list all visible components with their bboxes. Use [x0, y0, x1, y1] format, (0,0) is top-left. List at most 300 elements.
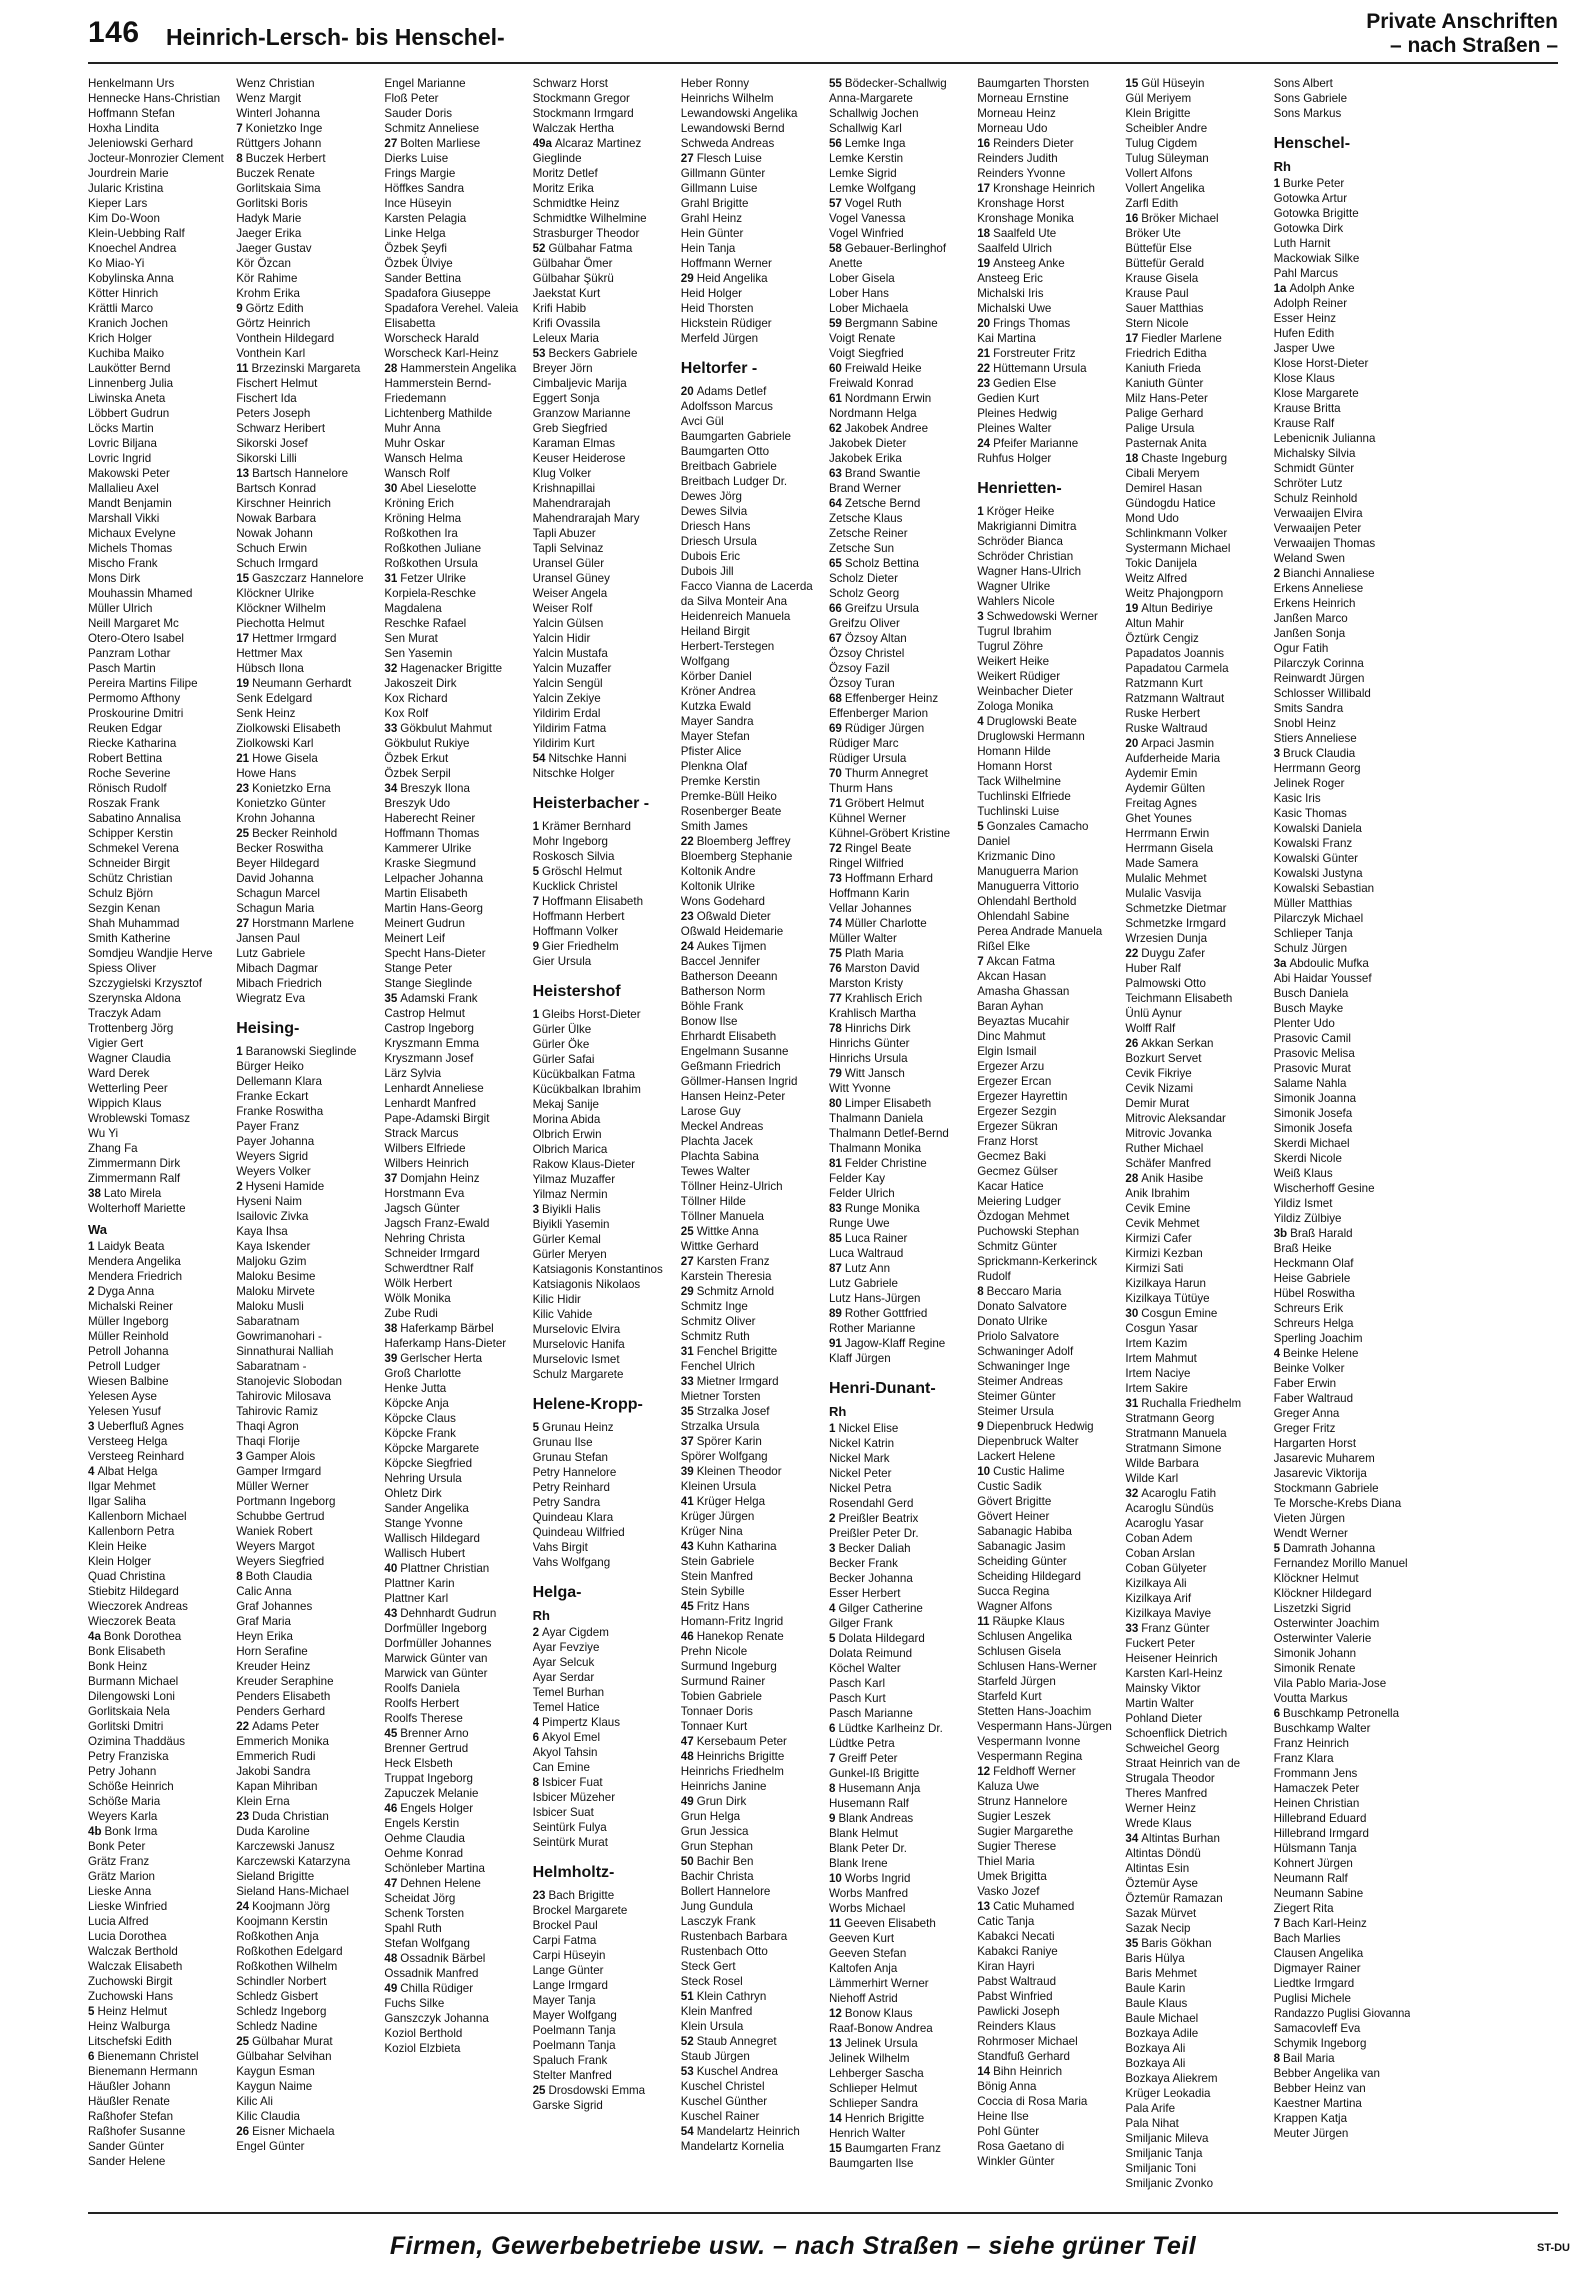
resident-name: Bonow Klaus [844, 2007, 913, 2020]
list-item [384, 226, 520, 241]
resident-name: Jakoszeit Dirk [384, 677, 457, 690]
resident-name: Gül Meriyem [1125, 92, 1192, 105]
list-item [977, 639, 1113, 654]
list-item [1274, 611, 1410, 626]
list-item [1274, 1601, 1410, 1616]
resident-name: Merfeld Jürgen [680, 332, 759, 345]
list-item [88, 886, 224, 901]
list-item [88, 2064, 224, 2079]
resident-name: Özsoy Fazil [828, 662, 890, 675]
resident-name: Wolterhoff Mariette [88, 1202, 186, 1215]
list-item [1274, 1736, 1410, 1751]
resident-name: Vila Pablo Maria-Jose [1273, 1677, 1387, 1690]
resident-name: Thurm Annegret [844, 767, 929, 780]
resident-name: Kleinen Ursula [680, 1480, 757, 1493]
list-item [681, 301, 817, 316]
resident-name: Karsten Pelagia [384, 212, 467, 225]
list-item [829, 211, 965, 226]
resident-name: Breitbach Ludger Dr. [680, 475, 788, 488]
resident-name: Temel Burhan [532, 1686, 605, 1699]
list-item [681, 789, 817, 804]
list-item [829, 1081, 965, 1096]
resident-name: Lato Mirela [103, 1187, 162, 1200]
resident-name: Kröner Andrea [680, 685, 756, 698]
house-number: 9 [977, 1420, 984, 1433]
list-item [1274, 106, 1410, 121]
list-item [681, 1884, 817, 1899]
resident-name: Gürler Öke [532, 1038, 590, 1051]
resident-name: Roßkothen Ira [384, 527, 458, 540]
resident-name: Schmitz Günter [977, 1240, 1058, 1253]
resident-name: Görtz Heinrich [236, 317, 311, 330]
house-number: 29 [680, 1285, 694, 1298]
resident-name: Heisener Heinrich [1125, 1652, 1218, 1665]
resident-name: Ziolkowski Karl [236, 737, 314, 750]
list-item [88, 196, 224, 211]
list-item [384, 751, 520, 766]
resident-name: Hufen Edith [1273, 327, 1335, 340]
resident-name: Öztemür Ramazan [1125, 1892, 1223, 1905]
resident-name: Lemke Inga [844, 137, 906, 150]
resident-name: Kilic Hidir [532, 1293, 581, 1306]
list-item [88, 796, 224, 811]
list-item [977, 1044, 1113, 1059]
house-number: 33 [1125, 1622, 1139, 1635]
resident-name: Lackert Helene [977, 1450, 1056, 1463]
resident-name: Dilengowski Loni [88, 1690, 175, 1703]
house-number: 39 [384, 1352, 398, 1365]
list-item [829, 1781, 965, 1796]
list-item [1274, 671, 1410, 686]
list-item [533, 1307, 669, 1322]
resident-name: Pawlicki Joseph [977, 2005, 1060, 2018]
resident-name: Hoxha Lindita [88, 122, 159, 135]
list-item [977, 91, 1113, 106]
resident-name: Bloemberg Stephanie [680, 850, 793, 863]
resident-name: Buschkamp Walter [1273, 1722, 1371, 1735]
resident-name: Rosendahl Gerd [828, 1497, 914, 1510]
resident-name: Elgin Ismail [977, 1045, 1037, 1058]
list-item [829, 466, 965, 481]
list-item [1274, 2066, 1410, 2081]
list-item [681, 1299, 817, 1314]
list-item [977, 1119, 1113, 1134]
resident-name: Duda Karoline [236, 1825, 310, 1838]
list-item [681, 1044, 817, 1059]
resident-name: Esser Heinz [1273, 312, 1337, 325]
resident-name: Irtem Naciye [1125, 1367, 1191, 1380]
resident-name: Jaeger Erika [236, 227, 302, 240]
list-item [533, 466, 669, 481]
list-item [1274, 356, 1410, 371]
list-item [88, 871, 224, 886]
list-item [236, 961, 372, 976]
resident-name: Kiran Hayri [977, 1960, 1035, 1973]
resident-name: Schenk Torsten [384, 1907, 465, 1920]
house-number: 3b [1273, 1227, 1288, 1240]
list-item [977, 1404, 1113, 1419]
list-item [977, 1884, 1113, 1899]
list-item [829, 631, 965, 646]
list-item [533, 2083, 669, 2098]
list-item [829, 676, 965, 691]
resident-name: Gorlitski Dmitri [88, 1720, 164, 1733]
list-item [829, 706, 965, 721]
resident-name: Geeven Stefan [828, 1947, 907, 1960]
list-item [1125, 976, 1261, 991]
list-item [533, 1948, 669, 1963]
list-item [533, 391, 669, 406]
list-item [236, 1209, 372, 1224]
list-item [977, 406, 1113, 421]
resident-name: Ince Hüseyin [384, 197, 452, 210]
list-item [681, 256, 817, 271]
resident-name: Tahirovic Milosava [236, 1390, 331, 1403]
resident-name: Domjahn Heinz [400, 1172, 480, 1185]
resident-name: Löcks Martin [88, 422, 154, 435]
house-number: 1 [532, 1008, 540, 1021]
list-item [829, 661, 965, 676]
list-item [829, 241, 965, 256]
resident-name: Feldhoff Werner [993, 1765, 1076, 1778]
resident-name: Thurm Hans [828, 782, 893, 795]
list-item [977, 1149, 1113, 1164]
resident-name: Hillebrand Irmgard [1273, 1827, 1369, 1840]
house-number: 5 [977, 820, 984, 833]
list-item [1274, 1316, 1410, 1331]
resident-name: Rohrmoser Michael [977, 2035, 1078, 2048]
list-item [829, 1156, 965, 1171]
list-item [88, 1254, 224, 1269]
resident-name: Ueberfluß Agnes [97, 1420, 184, 1433]
resident-name: Baran Ayhan [977, 1000, 1044, 1013]
list-item [829, 811, 965, 826]
resident-name: Kizilkaya Harun [1125, 1277, 1206, 1290]
resident-name: Verwaaijen Elvira [1273, 507, 1363, 520]
resident-name: Konietzko Inge [245, 122, 323, 135]
list-item [88, 676, 224, 691]
list-item [1125, 721, 1261, 736]
house-number: 46 [384, 1802, 398, 1815]
resident-name: Heck Elsbeth [384, 1757, 453, 1770]
house-number: 19 [1125, 602, 1139, 615]
house-number: 49 [680, 1795, 694, 1808]
resident-name: Hoffmann Erhard [844, 872, 933, 885]
resident-name: Beckers Gabriele [548, 347, 638, 360]
list-item [829, 271, 965, 286]
resident-name: Wenz Margit [236, 92, 302, 105]
house-number: 3 [532, 1203, 540, 1216]
resident-name: Nehring Christa [384, 1232, 465, 1245]
list-item [88, 151, 224, 166]
resident-name: Gieglinde [532, 152, 582, 165]
resident-name: Braß Harald [1290, 1227, 1353, 1240]
resident-name: Seintürk Murat [532, 1836, 608, 1849]
resident-name: Makowski Peter [88, 467, 170, 480]
resident-name: Tulug Süleyman [1125, 152, 1209, 165]
list-item [829, 691, 965, 706]
resident-name: Simonik Joanna [1273, 1092, 1357, 1105]
house-number: 2 [88, 1285, 95, 1298]
list-item [88, 1344, 224, 1359]
list-item [681, 286, 817, 301]
resident-name: Gorlitski Boris [236, 197, 308, 210]
list-item [236, 1374, 372, 1389]
resident-name: Reinwardt Jürgen [1273, 672, 1365, 685]
list-item [236, 1989, 372, 2004]
list-item [533, 1420, 669, 1435]
house-number: 5 [1273, 1542, 1281, 1555]
resident-name: Schütz Christian [88, 872, 173, 885]
resident-name: Özbek Serpil [384, 767, 451, 780]
resident-name: Hoffmann Thomas [384, 827, 480, 840]
list-item [829, 841, 965, 856]
resident-name: Forstreuter Fritz [993, 347, 1076, 360]
resident-name: Reinders Dieter [993, 137, 1074, 150]
list-item [1125, 376, 1261, 391]
list-item [236, 1659, 372, 1674]
list-item [1125, 91, 1261, 106]
list-item [533, 586, 669, 601]
resident-name: Effenberger Heinz [844, 692, 939, 705]
resident-name: Roßkothen Wilhelm [236, 1960, 338, 1973]
resident-name: Köpcke Frank [384, 1427, 456, 1440]
resident-name: Penders Gerhard [236, 1705, 326, 1718]
list-item [88, 1081, 224, 1096]
resident-name: Vahs Wolfgang [532, 1556, 611, 1569]
resident-name: Häußler Renate [88, 2095, 170, 2108]
resident-name: Yildirim Kurt [532, 737, 595, 750]
resident-name: Rönisch Rudolf [88, 782, 167, 795]
house-number: 10 [828, 1872, 842, 1885]
list-item [533, 496, 669, 511]
list-item [236, 196, 372, 211]
list-item [829, 1246, 965, 1261]
house-number: 1 [828, 1422, 836, 1435]
resident-name: Klaff Jürgen [828, 1352, 891, 1365]
resident-name: Dubois Eric [680, 550, 741, 563]
list-item [977, 1689, 1113, 1704]
resident-name: Mons Dirk [88, 572, 141, 585]
list-item [977, 1254, 1113, 1269]
list-item [88, 901, 224, 916]
resident-name: Michalski Reiner [88, 1300, 174, 1313]
resident-name: Manuguerra Marion [977, 865, 1079, 878]
list-item [977, 1029, 1113, 1044]
list-item [236, 136, 372, 151]
list-item [681, 729, 817, 744]
list-item [1274, 1001, 1410, 1016]
resident-name: Schöße Heinrich [88, 1780, 174, 1793]
resident-name: Ganszczyk Johanna [384, 2012, 489, 2025]
list-item [977, 1344, 1113, 1359]
list-item [829, 1111, 965, 1126]
list-item [88, 1006, 224, 1021]
resident-name: Werner Heinz [1125, 1802, 1197, 1815]
list-item [88, 121, 224, 136]
list-item [533, 601, 669, 616]
list-item [88, 271, 224, 286]
list-item [384, 1621, 520, 1636]
section-title-line-2: – nach Straßen – [1389, 34, 1558, 57]
list-item [88, 1449, 224, 1464]
resident-name: Kizilkaya Arif [1125, 1592, 1192, 1605]
list-item [533, 1790, 669, 1805]
list-item [1125, 781, 1261, 796]
resident-name: Kuschel Günther [680, 2095, 768, 2108]
list-item [681, 1569, 817, 1584]
resident-name: Krüger Jürgen [680, 1510, 755, 1523]
resident-name: Bienemann Hermann [88, 2065, 198, 2078]
house-number: 53 [680, 2065, 694, 2078]
resident-name: Baule Klaus [1125, 1997, 1188, 2010]
list-item [681, 759, 817, 774]
list-item [1274, 206, 1410, 221]
list-item [829, 1586, 965, 1601]
list-item [236, 1434, 372, 1449]
resident-name: Hanekop Renate [696, 1630, 784, 1643]
resident-name: Baumgarten Ilse [828, 2157, 914, 2170]
list-item [977, 1419, 1113, 1434]
resident-name: Pohland Dieter [1125, 1712, 1203, 1725]
list-item [829, 166, 965, 181]
list-item [1125, 1516, 1261, 1531]
resident-name: Bollert Hannelore [680, 1885, 771, 1898]
resident-name: Schipper Kerstin [88, 827, 174, 840]
house-number: 74 [828, 917, 842, 930]
list-item [977, 1704, 1113, 1719]
resident-name: Gonzales Camacho [986, 820, 1089, 833]
list-item [681, 121, 817, 136]
resident-name: Schwedowski Werner [986, 610, 1098, 623]
resident-name: Meiering Ludger [977, 1195, 1061, 1208]
resident-name: Bonk Heinz [88, 1660, 148, 1673]
list-item [384, 1531, 520, 1546]
resident-name: Weikert Heike [977, 655, 1050, 668]
resident-name: Litschefski Edith [88, 2035, 172, 2048]
list-item [236, 76, 372, 91]
resident-name: Scheiding Hildegard [977, 1570, 1081, 1583]
list-item [1125, 1801, 1261, 1816]
resident-name: Steck Gert [680, 1960, 736, 1973]
resident-name: Donato Ulrike [977, 1315, 1048, 1328]
list-item [1274, 236, 1410, 251]
list-item [236, 916, 372, 931]
resident-name: Walczak Elisabeth [88, 1960, 183, 1973]
resident-name: Janßen Marco [1273, 612, 1348, 625]
list-item [384, 721, 520, 736]
list-item [384, 2026, 520, 2041]
resident-name: Kammerer Ulrike [384, 842, 472, 855]
list-item [88, 1794, 224, 1809]
list-item [829, 511, 965, 526]
resident-name: Kröning Erich [384, 497, 454, 510]
list-item [1125, 76, 1261, 91]
resident-name: Bebber Heinz van [1273, 2082, 1366, 2095]
list-item [1125, 331, 1261, 346]
list-item [236, 1569, 372, 1584]
resident-name: Wilbers Heinrich [384, 1157, 469, 1170]
list-item [977, 1089, 1113, 1104]
resident-name: Wu Yi [88, 1127, 119, 1140]
house-number: 85 [828, 1232, 842, 1245]
list-item [384, 1351, 520, 1366]
list-item [88, 1749, 224, 1764]
resident-name: Jelinek Ursula [844, 2037, 918, 2050]
list-item [1125, 856, 1261, 871]
resident-name: Donato Salvatore [977, 1300, 1067, 1313]
resident-name: Köpcke Anja [384, 1397, 449, 1410]
resident-name: Weitz Alfred [1125, 572, 1188, 585]
resident-name: Yelesen Yusuf [88, 1405, 161, 1418]
list-item [1274, 686, 1410, 701]
list-item [384, 1966, 520, 1981]
list-item [1125, 2011, 1261, 2026]
list-item [384, 796, 520, 811]
resident-name: Simonik Renate [1273, 1662, 1356, 1675]
list-item [384, 901, 520, 916]
resident-name: Wons Godehard [680, 895, 766, 908]
resident-name: Nordmann Helga [828, 407, 917, 420]
list-item [829, 1841, 965, 1856]
resident-name: Fuckert Peter [1125, 1637, 1195, 1650]
list-item [88, 1899, 224, 1914]
resident-name: Tewes Walter [680, 1165, 750, 1178]
resident-name: Fischert Helmut [236, 377, 318, 390]
resident-name: Carpi Hüseyin [532, 1949, 606, 1962]
resident-name: Kabakci Necati [977, 1930, 1055, 1943]
list-item [1125, 1681, 1261, 1696]
list-item [977, 1524, 1113, 1539]
resident-name: Sauer Matthias [1125, 302, 1204, 315]
list-item [1125, 556, 1261, 571]
resident-name: Jakobek Erika [828, 452, 902, 465]
list-item [829, 2096, 965, 2111]
list-item [977, 1164, 1113, 1179]
list-item [236, 1749, 372, 1764]
list-item [829, 901, 965, 916]
house-number: 72 [828, 842, 842, 855]
footer-code: ST-DU [1537, 2242, 1570, 2254]
resident-name: Szczygielski Krzysztof [88, 977, 203, 990]
list-item [88, 1509, 224, 1524]
list-item [533, 1480, 669, 1495]
list-item [533, 721, 669, 736]
list-item [1125, 1276, 1261, 1291]
house-number: 7 [236, 122, 243, 135]
list-item [533, 361, 669, 376]
list-item [1125, 136, 1261, 151]
resident-name: Graf Maria [236, 1615, 291, 1628]
resident-name: Konietzko Günter [236, 797, 326, 810]
resident-name: Ringel Wilfried [828, 857, 904, 870]
resident-name: Cibali Meryem [1125, 467, 1200, 480]
resident-name: Becker Daliah [838, 1542, 911, 1555]
house-number: 15 [236, 572, 250, 585]
resident-name: Klein Erna [236, 1795, 290, 1808]
resident-name: Walczak Berthold [88, 1945, 178, 1958]
resident-name: Kai Martina [977, 332, 1036, 345]
resident-name: Engelmann Susanne [680, 1045, 789, 1058]
header-divider [88, 62, 1558, 64]
resident-name: Jelinek Roger [1273, 777, 1345, 790]
resident-name: Lemke Wolfgang [828, 182, 916, 195]
list-item [829, 2141, 965, 2156]
list-item [977, 1644, 1113, 1659]
house-number: 3 [88, 1420, 95, 1433]
resident-name: Hülsmann Tanja [1273, 1842, 1357, 1855]
list-item [977, 744, 1113, 759]
